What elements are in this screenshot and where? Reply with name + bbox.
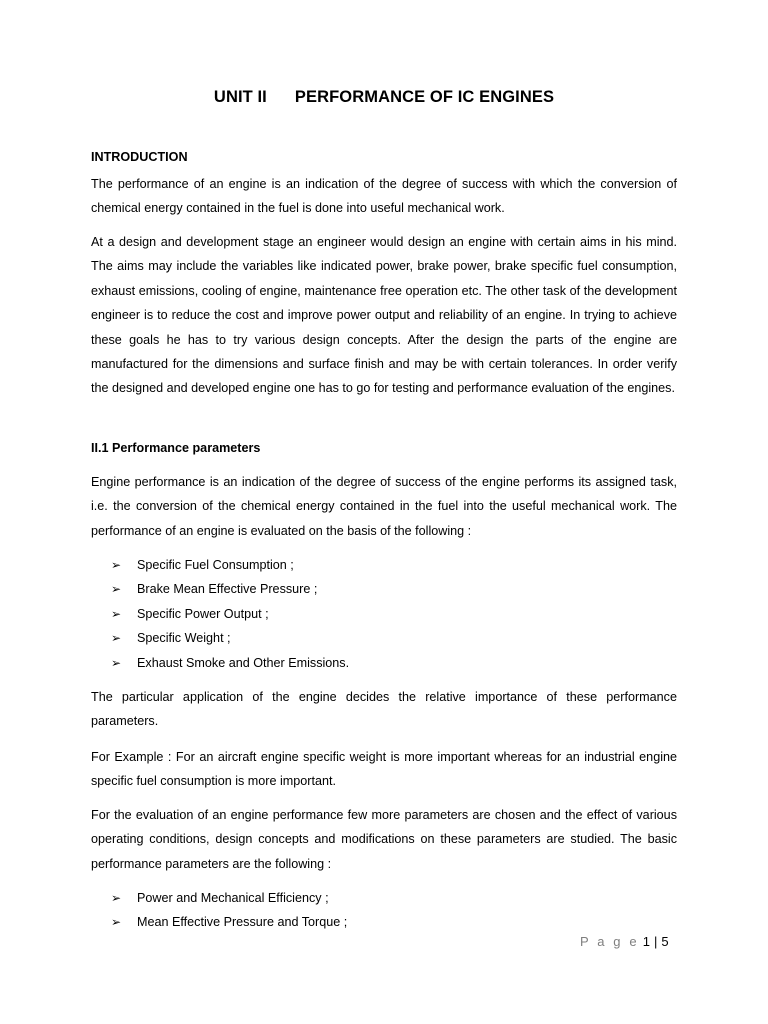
list-item: ➢ Brake Mean Effective Pressure ; xyxy=(111,577,671,601)
page-label: P a g e xyxy=(580,934,640,949)
introduction-heading: INTRODUCTION xyxy=(91,150,188,164)
introduction-paragraph-1: The performance of an engine is an indication of the degree of success with which the conversion of chemical energy contained in the fuel is done into useful mechanical work. xyxy=(91,177,677,216)
arrow-bullet-icon: ➢ xyxy=(111,606,122,621)
performance-paragraph-1: Engine performance is an indication of the degree of success of the engine performs its assigned task, i.e. the conversion of the chemical energy contained in the fuel into the useful mechanical work. The performance of an engine is evaluated on the basis of the following : xyxy=(91,475,677,538)
performance-paragraph-2: The particular application of the engine decides the relative importance of these performance parameters. xyxy=(91,690,677,729)
performance-paragraph-4: For the evaluation of an engine performance few more parameters are chosen and the effect of various operating conditions, design concepts and modifications on these parameters are studied. The basic performance parameters are the following : xyxy=(91,808,677,871)
arrow-bullet-icon: ➢ xyxy=(111,582,122,597)
arrow-bullet-icon: ➢ xyxy=(111,558,122,572)
list-item: ➢ Exhaust Smoke and Other Emissions. xyxy=(111,651,671,675)
page-number-total: 5 xyxy=(661,934,669,949)
page-footer xyxy=(580,934,669,949)
arrow-bullet-icon: ➢ xyxy=(111,915,122,930)
arrow-bullet-icon: ➢ xyxy=(111,631,122,646)
page-number-current: 1 xyxy=(642,934,651,949)
basic-parameter-list xyxy=(111,886,671,935)
performance-paragraph-3: For Example : For an aircraft engine specific weight is more important whereas for an industrial engine specific fuel consumption is more important. xyxy=(91,750,677,789)
list-item: ➢ Mean Effective Pressure and Torque ; xyxy=(111,910,671,934)
performance-parameter-list xyxy=(111,553,671,675)
unit-number: UNIT II xyxy=(213,88,267,106)
list-item: ➢ Specific Power Output ; xyxy=(111,602,671,626)
document-title xyxy=(91,88,677,107)
unit-title: PERFORMANCE OF IC ENGINES xyxy=(294,88,555,106)
section-heading-performance-parameters: II.1 Performance parameters xyxy=(91,441,261,455)
list-item: ➢ Specific Weight ; xyxy=(111,626,671,650)
list-item: ➢ Power and Mechanical Efficiency ; xyxy=(111,886,671,910)
arrow-bullet-icon: ➢ xyxy=(111,655,122,670)
introduction-paragraph-2: At a design and development stage an engineer would design an engine with certain aims in his mind. The aims may include the variables like indicated power, brake power, brake specific fuel consumption, exhaust emissions, cooling of engine, maintenance free operation etc. The other task of the development engineer is to reduce the cost and improve power output and reliability of an engine. In trying to achieve these goals he has to try various design concepts. After the design the parts of the engine are manufactured for the dimensions and surface finish and may be with certain tolerances. In order verify the designed and developed engine one has to go for testing and performance evaluation of the engines. xyxy=(91,235,677,396)
list-item: ➢ Specific Fuel Consumption ; xyxy=(111,553,671,577)
page-number-separator: | xyxy=(654,934,658,949)
arrow-bullet-icon: ➢ xyxy=(111,891,122,905)
